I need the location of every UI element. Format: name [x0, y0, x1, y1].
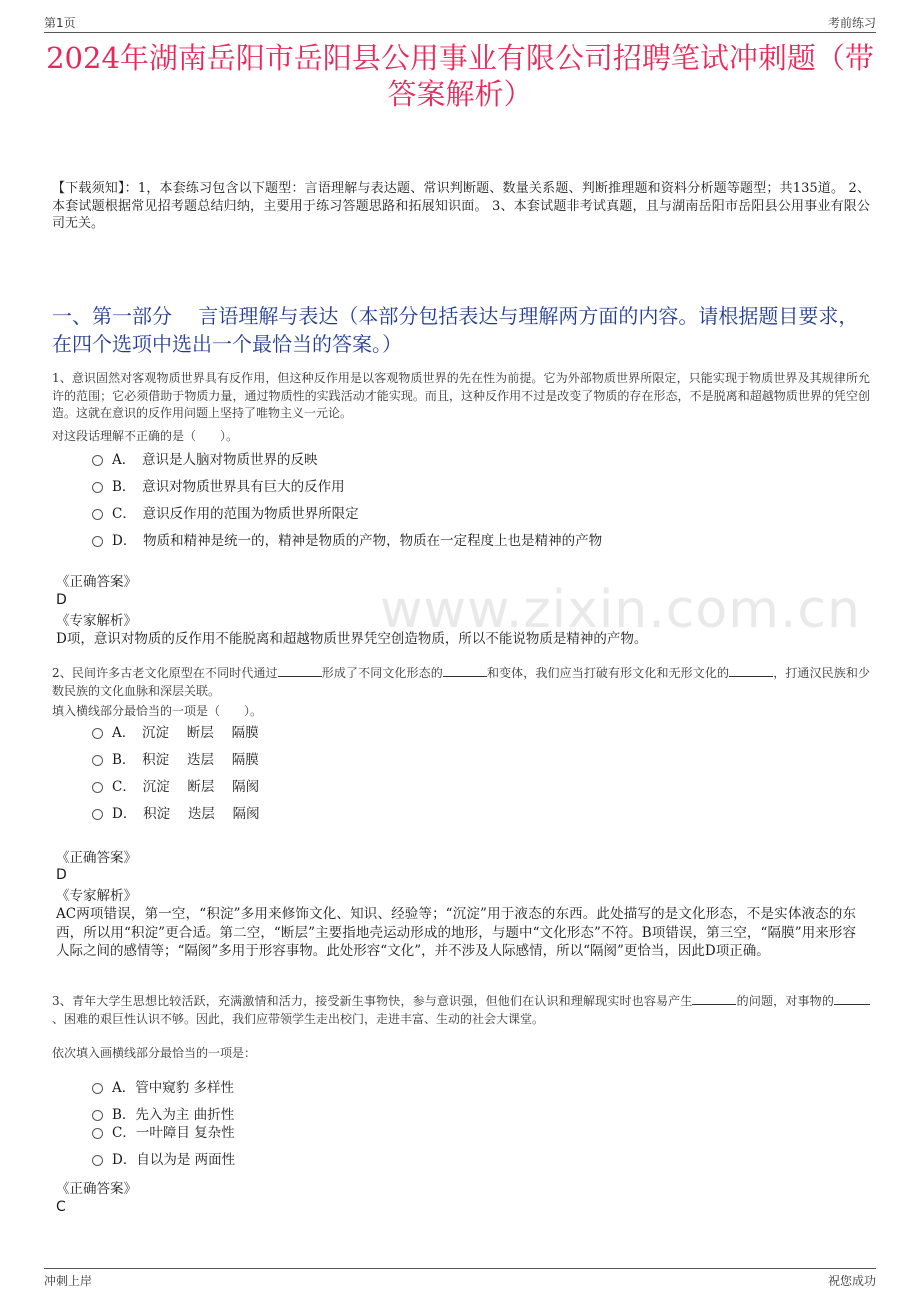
footer-divider: [44, 1268, 876, 1269]
question-2-option-c[interactable]: C． 沉淀 断层 隔阂: [92, 778, 259, 796]
header-tag: 考前练习: [827, 16, 876, 30]
question-1-option-c[interactable]: C． 意识反作用的范围为物质世界所限定: [92, 505, 359, 523]
radio-icon[interactable]: [92, 509, 103, 520]
download-notice: 【下载须知】：1，本套练习包含以下题型：言语理解与表达题、常识判断题、数量关系题、判断推理题和资料分析题等题型；共135道。 2、本套试题根据常见招考题总结归纳，主要用于练习答题思路和拓展知识面。 3、本套试题非考试真题，且与湖南岳阳市岳阳县公用事业有限公司无关。: [52, 181, 870, 231]
question-3-option-c[interactable]: C．一叶障目 复杂性: [92, 1124, 235, 1142]
question-3-ask: 依次填入画横线部分最恰当的一项是：: [52, 1046, 257, 1060]
blank-1: [278, 676, 322, 677]
blank-2: [443, 676, 487, 677]
radio-icon[interactable]: [92, 782, 103, 793]
radio-icon[interactable]: [92, 809, 103, 820]
radio-icon[interactable]: [92, 728, 103, 739]
footer-left: 冲刺上岸: [44, 1274, 93, 1288]
answer-label: 《正确答案》: [56, 1181, 137, 1197]
answer-label: 《正确答案》: [56, 850, 137, 866]
question-2-ask: 填入横线部分最恰当的一项是（ ）。: [52, 704, 263, 718]
watermark: www.zixin.com.cn: [380, 580, 861, 640]
question-1-option-b[interactable]: B． 意识对物质世界具有巨大的反作用: [92, 478, 345, 496]
question-1-ask: 对这段话理解不正确的是（ ）。: [52, 429, 239, 443]
question-3-stem: 3、青年大学生思想比较活跃，充满激情和活力，接受新生事物快，参与意识强，但他们在认识和理解现实时也容易产生 的问题，对事物的、困难的艰巨性认识不够。因此，我们应带领学生走出校门，走进丰富、生动的社会大课堂。: [52, 993, 870, 1028]
question-2-option-b[interactable]: B． 积淀 迭层 隔膜: [92, 751, 259, 769]
radio-icon[interactable]: [92, 1083, 103, 1094]
question-2-stem: 2、民间许多古老文化原型在不同时代通过 形成了不同文化形态的 和变体，我们应当打破有形文化和无形文化的 ，打通汉民族和少数民族的文化血脉和深层关联。: [52, 666, 870, 698]
question-2-analysis: AC两项错误，第一空，“积淀”多用来修饰文化、知识、经验等；“沉淀”用于液态的东西。此处描写的是文化形态，不是实体液态的东西，所以用“积淀”更合适。第二空，“断层”主要指地壳运动形成的地形，与题中“文化形态”不符。B项错误，第三空，“隔膜”用来形容人际之间的感情等；“隔阂”多用于形容事物。此处形容“文化”，并不涉及人际感情，所以“隔阂”更恰当，因此D项正确。: [56, 906, 856, 959]
question-3-option-d[interactable]: D．自以为是 两面性: [92, 1151, 235, 1169]
question-3-option-b[interactable]: B．先入为主 曲折性: [92, 1106, 234, 1124]
footer-right: 祝您成功: [827, 1274, 876, 1288]
question-2-answer: D: [56, 867, 67, 883]
question-1-answer: D: [56, 592, 67, 608]
blank-1: [692, 1004, 736, 1005]
question-3-option-a[interactable]: A．管中窥豹 多样性: [92, 1079, 234, 1097]
radio-icon[interactable]: [92, 455, 103, 466]
question-2-option-d[interactable]: D． 积淀 迭层 隔阂: [92, 805, 260, 823]
radio-icon[interactable]: [92, 1128, 103, 1139]
radio-icon[interactable]: [92, 755, 103, 766]
answer-label: 《正确答案》: [56, 574, 137, 590]
radio-icon[interactable]: [92, 1110, 103, 1121]
question-1-analysis: D项，意识对物质的反作用不能脱离和超越物质世界凭空创造物质，所以不能说物质是精神的产物。: [56, 631, 648, 647]
blank-3: [729, 676, 773, 677]
analysis-label: 《专家解析》: [56, 888, 137, 904]
question-1-option-a[interactable]: A． 意识是人脑对物质世界的反映: [92, 451, 318, 469]
radio-icon[interactable]: [92, 536, 103, 547]
question-1-stem: 1、意识固然对客观物质世界具有反作用，但这种反作用是以客观物质世界的先在性为前提。它为外部物质世界所限定，只能实现于物质世界及其规律所允许的范围；它必须借助于物质力量，通过物质性的实践活动才能实现。而且，这种反作用不过是改变了物质的存在形态，不是脱离和超越物质世界的凭空创造。这就在意识的反作用问题上坚持了唯物主义一元论。: [52, 371, 870, 420]
page-number: 第1页: [44, 16, 76, 30]
question-2-option-a[interactable]: A． 沉淀 断层 隔膜: [92, 724, 259, 742]
question-3-answer: C: [56, 1199, 66, 1215]
radio-icon[interactable]: [92, 482, 103, 493]
page-title: 2024年湖南岳阳市岳阳县公用事业有限公司招聘笔试冲刺题（带答案解析）: [46, 41, 874, 111]
blank-2: [834, 1004, 870, 1005]
header-divider: [44, 32, 876, 33]
section-heading: 一、第一部分 言语理解与表达（本部分包括表达与理解两方面的内容。请根据题目要求，在四个选项中选出一个最恰当的答案。）: [52, 304, 859, 356]
analysis-label: 《专家解析》: [56, 613, 137, 629]
radio-icon[interactable]: [92, 1155, 103, 1166]
question-1-option-d[interactable]: D． 物质和精神是统一的，精神是物质的产物，物质在一定程度上也是精神的产物: [92, 532, 602, 550]
